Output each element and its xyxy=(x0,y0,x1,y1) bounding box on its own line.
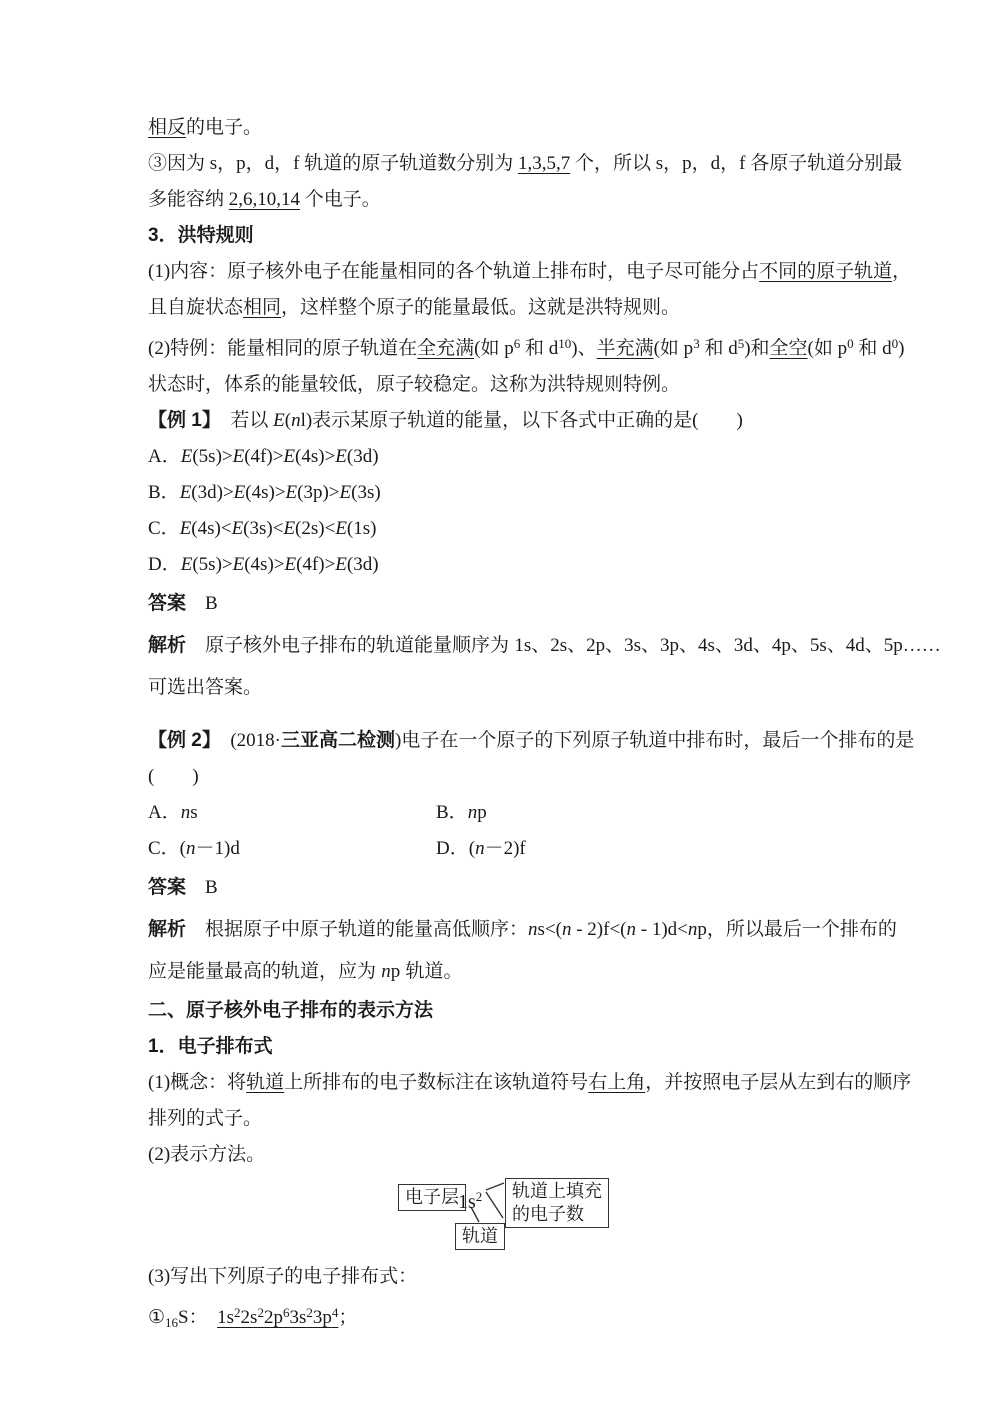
electron-config-example xyxy=(458,1185,482,1214)
text-segment: 16 xyxy=(165,1315,179,1330)
text-segment: 1．电子排布式 xyxy=(148,1036,273,1057)
shell-label-box xyxy=(398,1184,466,1211)
text-segment: 可选出答案。 xyxy=(148,677,263,698)
text-segment: E xyxy=(232,446,245,467)
text-segment: (3p)> xyxy=(297,482,340,503)
text-segment: (2s)< xyxy=(295,518,336,539)
text-line xyxy=(148,290,855,326)
text-segment: 5 xyxy=(737,336,745,351)
text-segment: E xyxy=(233,482,246,503)
shell-label: 电子层 xyxy=(405,1187,459,1207)
text-segment: (4s)> xyxy=(295,446,336,467)
text-segment: (4f)> xyxy=(244,446,284,467)
text-line xyxy=(148,909,897,951)
text-segment: (3d) xyxy=(346,446,379,467)
text-segment: 半充满 xyxy=(596,338,654,359)
text-segment: 多能容纳 xyxy=(148,189,229,210)
text-segment: 2 xyxy=(234,1305,241,1320)
text-segment: n xyxy=(626,919,637,940)
text-line xyxy=(148,723,915,759)
text-segment: C．( xyxy=(148,838,187,859)
text-segment: 1s xyxy=(217,1307,235,1328)
text-segment: E xyxy=(283,518,296,539)
text-segment: B． xyxy=(436,802,468,823)
text-line xyxy=(148,475,855,511)
text-segment: ，并按照电子层从左到右的顺序 xyxy=(645,1072,912,1093)
text-segment: ( ) xyxy=(148,766,199,787)
text-segment: 右上角 xyxy=(588,1072,646,1093)
text-segment: (3)写出下列原子的电子排布式： xyxy=(148,1266,418,1287)
text-segment: 2 xyxy=(257,1305,264,1320)
text-segment: B xyxy=(186,877,218,898)
text-segment: 轨道 xyxy=(246,1072,285,1093)
text-segment: E xyxy=(180,446,193,467)
text-segment: －1)d xyxy=(195,838,240,859)
text-segment: (如 p xyxy=(653,338,694,359)
text-segment: (4f)> xyxy=(296,554,336,575)
text-segment: (5s)> xyxy=(192,446,233,467)
text-segment: - 2)f<( xyxy=(571,919,627,940)
text-segment: E xyxy=(232,554,245,575)
text-segment: l)表示某原子轨道的能量，以下各式中正确的是( ) xyxy=(300,410,743,431)
text-line xyxy=(148,951,855,993)
text-segment: 不同的原子轨道 xyxy=(759,261,893,282)
text-segment: p xyxy=(477,802,487,823)
text-segment: n xyxy=(180,802,191,823)
text-line xyxy=(148,1029,855,1065)
text-segment: 排列的式子。 xyxy=(148,1108,263,1129)
option-cell xyxy=(436,831,855,867)
text-segment: B xyxy=(186,593,218,614)
text-line xyxy=(148,1295,855,1341)
text-line xyxy=(148,182,855,218)
text-line xyxy=(148,547,855,583)
text-segment: 和 d xyxy=(520,338,559,359)
text-segment: 上所排布的电子数标注在该轨道符号 xyxy=(284,1072,589,1093)
text-segment: (3d) xyxy=(346,554,379,575)
option-cell xyxy=(148,831,436,867)
text-segment: D．( xyxy=(436,838,476,859)
text-segment: E xyxy=(335,554,347,575)
text-segment: ( xyxy=(284,410,292,431)
text-line xyxy=(148,326,905,367)
text-segment: 相同 xyxy=(243,297,282,318)
text-segment: n xyxy=(561,919,572,940)
text-segment: (2)表示方法。 xyxy=(148,1144,266,1165)
text-line xyxy=(148,110,855,146)
text-segment: 2,6,10,14 xyxy=(228,189,301,210)
text-segment: n xyxy=(381,961,391,982)
text-segment: 2s xyxy=(240,1307,258,1328)
text-segment xyxy=(186,919,205,940)
text-segment: 全充满 xyxy=(417,338,475,359)
option-cell xyxy=(436,795,855,831)
orbital-label-box xyxy=(455,1223,505,1250)
text-line xyxy=(148,146,903,182)
text-segment: E xyxy=(179,482,192,503)
text-segment: 根据原子中原子轨道的能量高低顺序： xyxy=(205,919,529,940)
text-line xyxy=(148,667,855,709)
text-segment: 0 xyxy=(891,336,899,351)
text-segment: n xyxy=(475,838,485,859)
text-segment: E xyxy=(231,518,244,539)
text-segment: )、 xyxy=(571,338,597,359)
text-segment: 3s xyxy=(289,1307,307,1328)
text-segment: 应是能量最高的轨道，应为 xyxy=(148,961,382,982)
text-segment: (如 p xyxy=(474,338,514,359)
text-segment: E xyxy=(273,410,285,431)
text-segment: 【例 1】 xyxy=(148,410,212,431)
text-segment: 个电子。 xyxy=(300,189,381,210)
text-segment: －2)f xyxy=(484,838,526,859)
text-segment: E xyxy=(335,446,347,467)
electron-configuration-diagram xyxy=(148,1176,855,1256)
text-line xyxy=(148,867,855,909)
text-line xyxy=(148,218,855,254)
text-line xyxy=(148,583,855,625)
text-segment: 解析 xyxy=(148,919,187,940)
text-segment: 和 d xyxy=(853,338,892,359)
text-segment: 6 xyxy=(282,1305,290,1320)
text-segment: (2)特例：能量相同的原子轨道在 xyxy=(148,338,418,359)
text-segment: n xyxy=(528,919,538,940)
text-segment: (5s)> xyxy=(192,554,233,575)
text-line xyxy=(148,1101,855,1137)
text-segment: 1s、2s、2p、3s、3p、4s、3d、4p、5s、4d、5p…… xyxy=(514,635,941,656)
text-segment: S： xyxy=(178,1307,218,1328)
text-segment: ) xyxy=(898,338,905,359)
text-line xyxy=(148,511,855,547)
text-segment: 轨道。 xyxy=(400,961,463,982)
text-segment: ， xyxy=(892,261,912,282)
text-line xyxy=(148,403,855,439)
text-segment: s<( xyxy=(537,919,562,940)
text-segment: A． xyxy=(148,802,181,823)
text-segment: E xyxy=(179,518,192,539)
text-segment: n xyxy=(467,802,478,823)
text-segment: A． xyxy=(148,446,181,467)
text-line xyxy=(148,759,855,795)
text-segment: (3s) xyxy=(351,482,381,503)
text-segment: (1)内容：原子核外电子在能量相同的各个轨道上排布时，电子尽可能分占 xyxy=(148,261,760,282)
text-segment: 答案 xyxy=(148,877,187,898)
text-segment: - 1)d< xyxy=(636,919,688,940)
text-line xyxy=(148,795,855,831)
text-line xyxy=(148,254,912,290)
orbital-symbol: 1s xyxy=(458,1191,476,1213)
text-line xyxy=(148,625,941,667)
text-segment: D． xyxy=(148,554,181,575)
text-segment: n xyxy=(291,410,301,431)
text-segment: (4s)> xyxy=(245,482,286,503)
text-segment: 全空 xyxy=(769,338,808,359)
electron-count-label-box xyxy=(505,1178,609,1228)
text-segment: 相反 xyxy=(148,117,187,138)
text-segment: 的电子。 xyxy=(186,117,263,138)
text-segment: ③因为 s，p，d，f 轨道的原子轨道数分别为 xyxy=(148,153,518,174)
text-segment: p xyxy=(390,961,401,982)
text-segment: (2018· xyxy=(211,730,282,751)
text-segment: 4 xyxy=(331,1305,339,1320)
text-line xyxy=(148,367,855,403)
text-segment: s xyxy=(190,802,198,823)
text-segment: (如 p xyxy=(807,338,848,359)
text-segment: E xyxy=(285,482,298,503)
text-segment: (4s)> xyxy=(244,554,285,575)
text-segment: n xyxy=(186,838,196,859)
text-segment: 2 xyxy=(306,1305,313,1320)
text-line xyxy=(148,439,855,475)
count-label-line1: 轨道上填充 xyxy=(512,1181,602,1201)
text-line xyxy=(148,831,855,867)
text-segment: ① xyxy=(148,1307,166,1328)
electron-count-superscript: 2 xyxy=(475,1189,483,1204)
text-segment: 10 xyxy=(558,336,572,351)
text-segment xyxy=(217,1307,338,1328)
text-segment: 个，所以 s，p，d，f 各原子轨道分别最 xyxy=(570,153,903,174)
text-segment: E xyxy=(284,554,297,575)
text-segment: C． xyxy=(148,518,180,539)
text-segment: 3．洪特规则 xyxy=(148,225,254,246)
text-segment: 答案 xyxy=(148,593,187,614)
text-segment: 若以 xyxy=(211,410,274,431)
text-line xyxy=(148,1259,855,1295)
text-segment: (3d)> xyxy=(191,482,234,503)
text-line xyxy=(148,1065,912,1101)
text-segment: (1s) xyxy=(346,518,377,539)
text-segment: 二、原子核外电子排布的表示方法 xyxy=(148,1000,434,1021)
text-segment: )电子在一个原子的下列原子轨道中排布时，最后一个排布的是 xyxy=(395,730,915,751)
text-segment: ，所以最后一个排布的 xyxy=(706,919,897,940)
text-segment: (1)概念：将 xyxy=(148,1072,247,1093)
text-segment: E xyxy=(283,446,296,467)
text-segment: 状态时，体系的能量较低，原子较稳定。这称为洪特规则特例。 xyxy=(148,374,681,395)
text-segment: )和 xyxy=(744,338,770,359)
text-segment: 解析 xyxy=(148,635,187,656)
text-segment: B． xyxy=(148,482,180,503)
text-segment: (4s)< xyxy=(191,518,232,539)
text-segment: 6 xyxy=(513,336,521,351)
text-segment xyxy=(186,635,205,656)
text-line xyxy=(148,993,855,1029)
text-segment: 2p xyxy=(263,1307,283,1328)
text-segment: 且自旋状态 xyxy=(148,297,244,318)
option-cell xyxy=(148,795,436,831)
count-label-line2: 的电子数 xyxy=(512,1204,584,1224)
part1 xyxy=(148,110,941,1173)
text-segment: ； xyxy=(338,1307,358,1328)
text-segment: ，这样整个原子的能量最低。这就是洪特规则。 xyxy=(281,297,681,318)
text-segment: 原子核外电子排布的轨道能量顺序为 xyxy=(205,635,515,656)
text-segment: p xyxy=(697,919,707,940)
text-segment: 三亚高二检测 xyxy=(281,730,396,751)
text-segment: 和 d xyxy=(699,338,738,359)
text-segment: 0 xyxy=(847,336,854,351)
text-line xyxy=(148,1137,855,1173)
text-segment: 3p xyxy=(312,1307,332,1328)
text-segment: 【例 2】 xyxy=(148,730,212,751)
text-segment: E xyxy=(180,554,193,575)
text-segment: 1,3,5,7 xyxy=(517,153,571,174)
text-segment: E xyxy=(335,518,347,539)
text-segment: E xyxy=(339,482,352,503)
text-segment: (3s)< xyxy=(243,518,284,539)
text-segment: 3 xyxy=(693,336,700,351)
part2 xyxy=(148,1259,855,1341)
orbital-label: 轨道 xyxy=(462,1226,498,1246)
text-segment: n xyxy=(687,919,698,940)
